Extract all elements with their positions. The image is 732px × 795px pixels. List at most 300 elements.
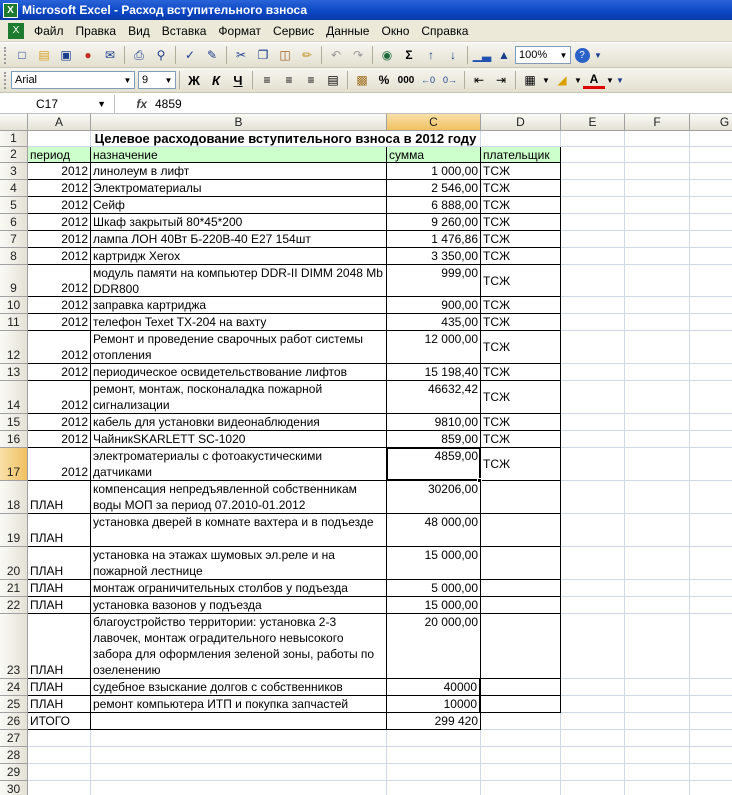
row-header-2[interactable]: 2 (0, 147, 28, 163)
cell-b27[interactable] (91, 730, 387, 747)
cell-f18[interactable] (625, 481, 690, 514)
cell-d8[interactable]: ТСЖ (481, 248, 561, 265)
cell-a11[interactable]: 2012 (28, 314, 91, 331)
row-header-22[interactable]: 22 (0, 597, 28, 614)
cell-e3[interactable] (561, 163, 625, 180)
row-header-15[interactable]: 15 (0, 414, 28, 431)
cell-g1[interactable] (690, 131, 732, 147)
row-header-4[interactable]: 4 (0, 180, 28, 197)
decrease-indent-icon[interactable]: ⇤ (473, 73, 485, 87)
fx-icon[interactable]: fx (136, 96, 147, 111)
cell-g21[interactable] (690, 580, 732, 597)
cell-e18[interactable] (561, 481, 625, 514)
fill-color-icon[interactable]: ◢ (557, 73, 567, 87)
align-right-icon[interactable]: ≡ (307, 73, 315, 87)
cell-f16[interactable] (625, 431, 690, 448)
cell-c17[interactable]: 4859,00 (387, 448, 481, 481)
workbook-icon[interactable]: X (8, 23, 24, 39)
sort-descending-icon[interactable]: ↓ (450, 48, 456, 62)
cell-b24[interactable]: судебное взыскание долгов с собственников (91, 679, 387, 696)
menu-format[interactable]: Формат (218, 23, 262, 38)
spreadsheet-grid[interactable] (0, 114, 732, 795)
bold-button[interactable]: Ж (188, 72, 200, 88)
cell-c29[interactable] (387, 764, 481, 781)
cell-g4[interactable] (690, 180, 732, 197)
hyperlink-icon[interactable]: ◉ (381, 48, 393, 62)
cell-a8[interactable]: 2012 (28, 248, 91, 265)
cell-g23[interactable] (690, 614, 732, 679)
cell-e9[interactable] (561, 265, 625, 297)
cell-d15[interactable]: ТСЖ (481, 414, 561, 431)
column-header-c[interactable]: C (387, 114, 481, 131)
currency-icon[interactable]: ▩ (356, 73, 368, 87)
column-header-b[interactable]: B (91, 114, 387, 131)
formula-input[interactable]: 4859 (155, 96, 182, 111)
cell-g28[interactable] (690, 747, 732, 764)
cell-f3[interactable] (625, 163, 690, 180)
row-header-9[interactable]: 9 (0, 265, 28, 297)
cell-c16[interactable]: 859,00 (387, 431, 481, 448)
cell-g27[interactable] (690, 730, 732, 747)
cell-d3[interactable]: ТСЖ (481, 163, 561, 180)
cell-g18[interactable] (690, 481, 732, 514)
cell-g6[interactable] (690, 214, 732, 231)
cell-f10[interactable] (625, 297, 690, 314)
cell-c12[interactable]: 12 000,00 (387, 331, 481, 364)
column-header-g[interactable]: G (690, 114, 732, 131)
email-icon[interactable]: ✉ (104, 48, 116, 62)
cell-c21[interactable]: 5 000,00 (387, 580, 481, 597)
cell-c9[interactable]: 999,00 (387, 265, 481, 297)
cell-b26[interactable] (91, 713, 387, 730)
column-header-f[interactable]: F (625, 114, 690, 131)
cell-d26[interactable] (481, 713, 561, 730)
cell-g24[interactable] (690, 679, 732, 696)
print-preview-icon[interactable]: ⚲ (156, 48, 166, 62)
increase-indent-icon[interactable]: ⇥ (495, 73, 507, 87)
toolbar-options-icon[interactable]: ▼ (616, 75, 624, 85)
cell-f2[interactable] (625, 147, 690, 163)
cell-a5[interactable]: 2012 (28, 197, 91, 214)
save-icon[interactable]: ▣ (60, 48, 72, 62)
row-header-23[interactable]: 23 (0, 614, 28, 679)
cell-f11[interactable] (625, 314, 690, 331)
cell-g5[interactable] (690, 197, 732, 214)
cell-e24[interactable] (561, 679, 625, 696)
cell-b10[interactable]: заправка картриджа (91, 297, 387, 314)
cell-b6[interactable]: Шкаф закрытый 80*45*200 (91, 214, 387, 231)
cell-a12[interactable]: 2012 (28, 331, 91, 364)
cell-e12[interactable] (561, 331, 625, 364)
cell-d20[interactable] (481, 547, 561, 580)
cell-d7[interactable]: ТСЖ (481, 231, 561, 248)
cell-f12[interactable] (625, 331, 690, 364)
cell-b13[interactable]: периодическое освидетельствование лифтов (91, 364, 387, 381)
cell-a29[interactable] (28, 764, 91, 781)
cell-d23[interactable] (481, 614, 561, 679)
row-header-24[interactable]: 24 (0, 679, 28, 696)
new-icon[interactable]: □ (18, 48, 26, 62)
cell-e16[interactable] (561, 431, 625, 448)
cell-c25[interactable]: 10000 (387, 696, 481, 713)
cell-a30[interactable] (28, 781, 91, 795)
row-header-28[interactable]: 28 (0, 747, 28, 764)
column-header-e[interactable]: E (561, 114, 625, 131)
cell-f22[interactable] (625, 597, 690, 614)
cell-b12[interactable]: Ремонт и проведение сварочных работ системы отопления (91, 331, 387, 364)
font-size-select[interactable] (138, 71, 176, 89)
cut-icon[interactable]: ✂ (235, 48, 247, 62)
cell-a28[interactable] (28, 747, 91, 764)
toolbar-options-icon[interactable]: ▼ (594, 50, 602, 60)
cell-g26[interactable] (690, 713, 732, 730)
cell-c30[interactable] (387, 781, 481, 795)
format-painter-icon[interactable]: ✏ (301, 48, 313, 62)
font-name-select[interactable] (11, 71, 135, 89)
column-header-a[interactable]: A (28, 114, 91, 131)
cell-b22[interactable]: установка вазонов у подъезда (91, 597, 387, 614)
cell-d13[interactable]: ТСЖ (481, 364, 561, 381)
row-header-30[interactable]: 30 (0, 781, 28, 795)
cell-a14[interactable]: 2012 (28, 381, 91, 414)
cell-b29[interactable] (91, 764, 387, 781)
cell-f20[interactable] (625, 547, 690, 580)
cell-e6[interactable] (561, 214, 625, 231)
cell-b17[interactable]: электроматериалы с фотоакустическими датчиками (91, 448, 387, 481)
cell-c6[interactable]: 9 260,00 (387, 214, 481, 231)
cell-e27[interactable] (561, 730, 625, 747)
cell-f27[interactable] (625, 730, 690, 747)
undo-icon[interactable]: ↶ (330, 48, 342, 62)
cell-a2[interactable]: период (28, 147, 91, 163)
cell-g7[interactable] (690, 231, 732, 248)
cell-d19[interactable] (481, 514, 561, 547)
cell-c24[interactable]: 40000 (387, 679, 481, 696)
cell-f9[interactable] (625, 265, 690, 297)
cell-f1[interactable] (625, 131, 690, 147)
cell-f28[interactable] (625, 747, 690, 764)
cell-e26[interactable] (561, 713, 625, 730)
row-header-13[interactable]: 13 (0, 364, 28, 381)
cell-g25[interactable] (690, 696, 732, 713)
research-icon[interactable]: ✎ (206, 48, 218, 62)
align-left-icon[interactable]: ≡ (263, 73, 271, 87)
cell-d18[interactable] (481, 481, 561, 514)
menu-view[interactable]: Вид (128, 23, 150, 38)
increase-decimal-icon[interactable]: ←0 (420, 75, 435, 85)
menu-edit[interactable]: Правка (75, 23, 117, 38)
cell-d1[interactable] (481, 131, 561, 147)
chevron-down-icon[interactable]: ▼ (542, 75, 550, 85)
cell-f30[interactable] (625, 781, 690, 795)
cell-b23[interactable]: благоустройство территории: установка 2-3 лавочек, монтаж оградительного невысокого забора для оформления зеленой зоны, работы по озеленению (91, 614, 387, 679)
cell-f14[interactable] (625, 381, 690, 414)
cell-g30[interactable] (690, 781, 732, 795)
cell-e21[interactable] (561, 580, 625, 597)
cell-b18[interactable]: компенсация непредъявленной собственникам воды МОП за период 07.2010-01.2012 (91, 481, 387, 514)
paste-icon[interactable]: ◫ (279, 48, 291, 62)
row-header-11[interactable]: 11 (0, 314, 28, 331)
cell-g19[interactable] (690, 514, 732, 547)
cell-b7[interactable]: лампа ЛОН 40Вт Б-220В-40 Е27 154шт (91, 231, 387, 248)
row-header-29[interactable]: 29 (0, 764, 28, 781)
cell-g15[interactable] (690, 414, 732, 431)
row-header-21[interactable]: 21 (0, 580, 28, 597)
cell-e19[interactable] (561, 514, 625, 547)
cell-a26[interactable]: ИТОГО (28, 713, 91, 730)
cell-f24[interactable] (625, 679, 690, 696)
chevron-down-icon[interactable]: ▼ (606, 75, 614, 85)
cell-e15[interactable] (561, 414, 625, 431)
name-box[interactable] (0, 95, 115, 113)
cell-f23[interactable] (625, 614, 690, 679)
open-icon[interactable]: ▤ (38, 48, 50, 62)
cell-c5[interactable]: 6 888,00 (387, 197, 481, 214)
underline-button[interactable]: Ч (233, 72, 243, 88)
cell-f29[interactable] (625, 764, 690, 781)
cell-e14[interactable] (561, 381, 625, 414)
row-header-5[interactable]: 5 (0, 197, 28, 214)
cell-g8[interactable] (690, 248, 732, 265)
cell-b2[interactable]: назначение (91, 147, 387, 163)
cell-a10[interactable]: 2012 (28, 297, 91, 314)
cell-a17[interactable]: 2012 (28, 448, 91, 481)
toolbar-grip[interactable] (4, 72, 7, 89)
cell-d4[interactable]: ТСЖ (481, 180, 561, 197)
merge-center-icon[interactable]: ▤ (327, 73, 339, 87)
cell-e29[interactable] (561, 764, 625, 781)
cell-c20[interactable]: 15 000,00 (387, 547, 481, 580)
cell-a13[interactable]: 2012 (28, 364, 91, 381)
spelling-icon[interactable]: ✓ (184, 48, 196, 62)
cell-f8[interactable] (625, 248, 690, 265)
cell-d25[interactable] (481, 696, 561, 713)
cell-d24[interactable] (481, 679, 561, 696)
cell-e13[interactable] (561, 364, 625, 381)
cell-f17[interactable] (625, 448, 690, 481)
cell-d28[interactable] (481, 747, 561, 764)
cell-d22[interactable] (481, 597, 561, 614)
cell-g29[interactable] (690, 764, 732, 781)
borders-icon[interactable]: ▦ (524, 73, 536, 87)
cell-g13[interactable] (690, 364, 732, 381)
cell-d17[interactable]: ТСЖ (481, 448, 561, 481)
cell-f13[interactable] (625, 364, 690, 381)
cell-e7[interactable] (561, 231, 625, 248)
cell-c27[interactable] (387, 730, 481, 747)
cell-b3[interactable]: линолеум в лифт (91, 163, 387, 180)
menu-data[interactable]: Данные (326, 23, 370, 38)
chevron-down-icon[interactable]: ▼ (574, 75, 582, 85)
cell-e10[interactable] (561, 297, 625, 314)
cell-b30[interactable] (91, 781, 387, 795)
cell-e17[interactable] (561, 448, 625, 481)
thousands-separator-button[interactable]: 000 (397, 74, 415, 86)
cell-c26[interactable]: 299 420 (387, 713, 481, 730)
cell-e25[interactable] (561, 696, 625, 713)
cell-d6[interactable]: ТСЖ (481, 214, 561, 231)
cell-f26[interactable] (625, 713, 690, 730)
cell-a3[interactable]: 2012 (28, 163, 91, 180)
cell-g9[interactable] (690, 265, 732, 297)
cell-d11[interactable]: ТСЖ (481, 314, 561, 331)
cell-e1[interactable] (561, 131, 625, 147)
row-header-25[interactable]: 25 (0, 696, 28, 713)
cell-b19[interactable]: установка дверей в комнате вахтера и в подъезде (91, 514, 387, 547)
cell-c19[interactable]: 48 000,00 (387, 514, 481, 547)
cell-e2[interactable] (561, 147, 625, 163)
cell-a19[interactable]: ПЛАН (28, 514, 91, 547)
cell-e30[interactable] (561, 781, 625, 795)
cell-c2[interactable]: сумма (387, 147, 481, 163)
row-header-10[interactable]: 10 (0, 297, 28, 314)
row-header-14[interactable]: 14 (0, 381, 28, 414)
cell-f6[interactable] (625, 214, 690, 231)
percent-button[interactable]: % (378, 73, 390, 87)
cell-a21[interactable]: ПЛАН (28, 580, 91, 597)
cell-c11[interactable]: 435,00 (387, 314, 481, 331)
menu-file[interactable]: Файл (34, 23, 64, 38)
cell-e23[interactable] (561, 614, 625, 679)
cell-a7[interactable]: 2012 (28, 231, 91, 248)
cell-c22[interactable]: 15 000,00 (387, 597, 481, 614)
row-header-19[interactable]: 19 (0, 514, 28, 547)
cell-b16[interactable]: ЧайникSKARLETT SC-1020 (91, 431, 387, 448)
cell-e11[interactable] (561, 314, 625, 331)
cell-c7[interactable]: 1 476,86 (387, 231, 481, 248)
cell-e4[interactable] (561, 180, 625, 197)
cell-d2[interactable]: плательщик (481, 147, 561, 163)
cell-f7[interactable] (625, 231, 690, 248)
sheet-title[interactable]: Целевое расходование вступительного взноса в 2012 году (91, 131, 481, 147)
menu-tools[interactable]: Сервис (273, 23, 315, 38)
decrease-decimal-icon[interactable]: 0→ (442, 75, 457, 85)
cell-b20[interactable]: установка на этажах шумовых эл.реле и на пожарной лестнице (91, 547, 387, 580)
cell-c28[interactable] (387, 747, 481, 764)
cell-b4[interactable]: Электроматериалы (91, 180, 387, 197)
cell-f25[interactable] (625, 696, 690, 713)
cell-c8[interactable]: 3 350,00 (387, 248, 481, 265)
row-header-8[interactable]: 8 (0, 248, 28, 265)
row-header-27[interactable]: 27 (0, 730, 28, 747)
menu-insert[interactable]: Вставка (161, 23, 207, 38)
cell-g11[interactable] (690, 314, 732, 331)
cell-a25[interactable]: ПЛАН (28, 696, 91, 713)
zoom-select[interactable] (515, 46, 571, 64)
cell-d12[interactable]: ТСЖ (481, 331, 561, 364)
help-icon[interactable]: ? (571, 45, 593, 66)
print-icon[interactable]: ⎙ (134, 47, 144, 62)
cell-g12[interactable] (690, 331, 732, 364)
cell-b8[interactable]: картридж Xerox (91, 248, 387, 265)
cell-g22[interactable] (690, 597, 732, 614)
cell-b5[interactable]: Сейф (91, 197, 387, 214)
cell-a15[interactable]: 2012 (28, 414, 91, 431)
cell-d10[interactable]: ТСЖ (481, 297, 561, 314)
cell-c13[interactable]: 15 198,40 (387, 364, 481, 381)
cell-e8[interactable] (561, 248, 625, 265)
cell-a1[interactable] (28, 131, 91, 147)
cell-a16[interactable]: 2012 (28, 431, 91, 448)
select-all-corner[interactable] (0, 114, 28, 131)
cell-a27[interactable] (28, 730, 91, 747)
cell-d9[interactable]: ТСЖ (481, 265, 561, 297)
row-header-18[interactable]: 18 (0, 481, 28, 514)
row-header-1[interactable]: 1 (0, 131, 28, 147)
cell-a24[interactable]: ПЛАН (28, 679, 91, 696)
row-header-26[interactable]: 26 (0, 713, 28, 730)
menu-window[interactable]: Окно (381, 23, 410, 38)
cell-f15[interactable] (625, 414, 690, 431)
cell-d30[interactable] (481, 781, 561, 795)
drawing-icon[interactable]: ▲ (498, 48, 510, 62)
cell-c10[interactable]: 900,00 (387, 297, 481, 314)
cell-c4[interactable]: 2 546,00 (387, 180, 481, 197)
permission-icon[interactable]: ● (84, 48, 92, 62)
column-header-d[interactable]: D (481, 114, 561, 131)
cell-f19[interactable] (625, 514, 690, 547)
cell-a4[interactable]: 2012 (28, 180, 91, 197)
cell-a18[interactable]: ПЛАН (28, 481, 91, 514)
row-header-17[interactable]: 17 (0, 448, 28, 481)
italic-button[interactable]: К (212, 72, 220, 88)
cell-e22[interactable] (561, 597, 625, 614)
cell-c15[interactable]: 9810,00 (387, 414, 481, 431)
cell-g14[interactable] (690, 381, 732, 414)
copy-icon[interactable]: ❐ (257, 48, 269, 62)
cell-d5[interactable]: ТСЖ (481, 197, 561, 214)
cell-a6[interactable]: 2012 (28, 214, 91, 231)
cell-d14[interactable]: ТСЖ (481, 381, 561, 414)
cell-d29[interactable] (481, 764, 561, 781)
cell-g2[interactable] (690, 147, 732, 163)
cell-c14[interactable]: 46632,42 (387, 381, 481, 414)
cell-g10[interactable] (690, 297, 732, 314)
menu-help[interactable]: Справка (421, 23, 469, 38)
cell-b25[interactable]: ремонт компьютера ИТП и покупка запчастей (91, 696, 387, 713)
cell-g16[interactable] (690, 431, 732, 448)
cell-b14[interactable]: ремонт, монтаж, посконаладка пожарной сигнализации (91, 381, 387, 414)
cell-f21[interactable] (625, 580, 690, 597)
cell-b28[interactable] (91, 747, 387, 764)
cell-d16[interactable]: ТСЖ (481, 431, 561, 448)
row-header-3[interactable]: 3 (0, 163, 28, 180)
cell-b15[interactable]: кабель для установки видеонаблюдения (91, 414, 387, 431)
cell-b21[interactable]: монтаж ограничительных столбов у подъезда (91, 580, 387, 597)
cell-d27[interactable] (481, 730, 561, 747)
cell-b11[interactable]: телефон Texet TX-204 на вахту (91, 314, 387, 331)
font-color-icon[interactable]: A (583, 72, 605, 89)
cell-g3[interactable] (690, 163, 732, 180)
cell-f4[interactable] (625, 180, 690, 197)
cell-g17[interactable] (690, 448, 732, 481)
cell-a23[interactable]: ПЛАН (28, 614, 91, 679)
cell-c23[interactable]: 20 000,00 (387, 614, 481, 679)
cell-b9[interactable]: модуль памяти на компьютер DDR-II DIMM 2048 Mb DDR800 (91, 265, 387, 297)
cell-e28[interactable] (561, 747, 625, 764)
align-center-icon[interactable]: ≡ (285, 73, 293, 87)
autosum-icon[interactable]: Σ (405, 48, 413, 62)
sort-ascending-icon[interactable]: ↑ (428, 48, 434, 62)
cell-d21[interactable] (481, 580, 561, 597)
cell-e20[interactable] (561, 547, 625, 580)
cell-a22[interactable]: ПЛАН (28, 597, 91, 614)
chart-wizard-icon[interactable]: ▁▃ (472, 48, 492, 62)
cell-g20[interactable] (690, 547, 732, 580)
row-header-20[interactable]: 20 (0, 547, 28, 580)
row-header-12[interactable]: 12 (0, 331, 28, 364)
cell-f5[interactable] (625, 197, 690, 214)
